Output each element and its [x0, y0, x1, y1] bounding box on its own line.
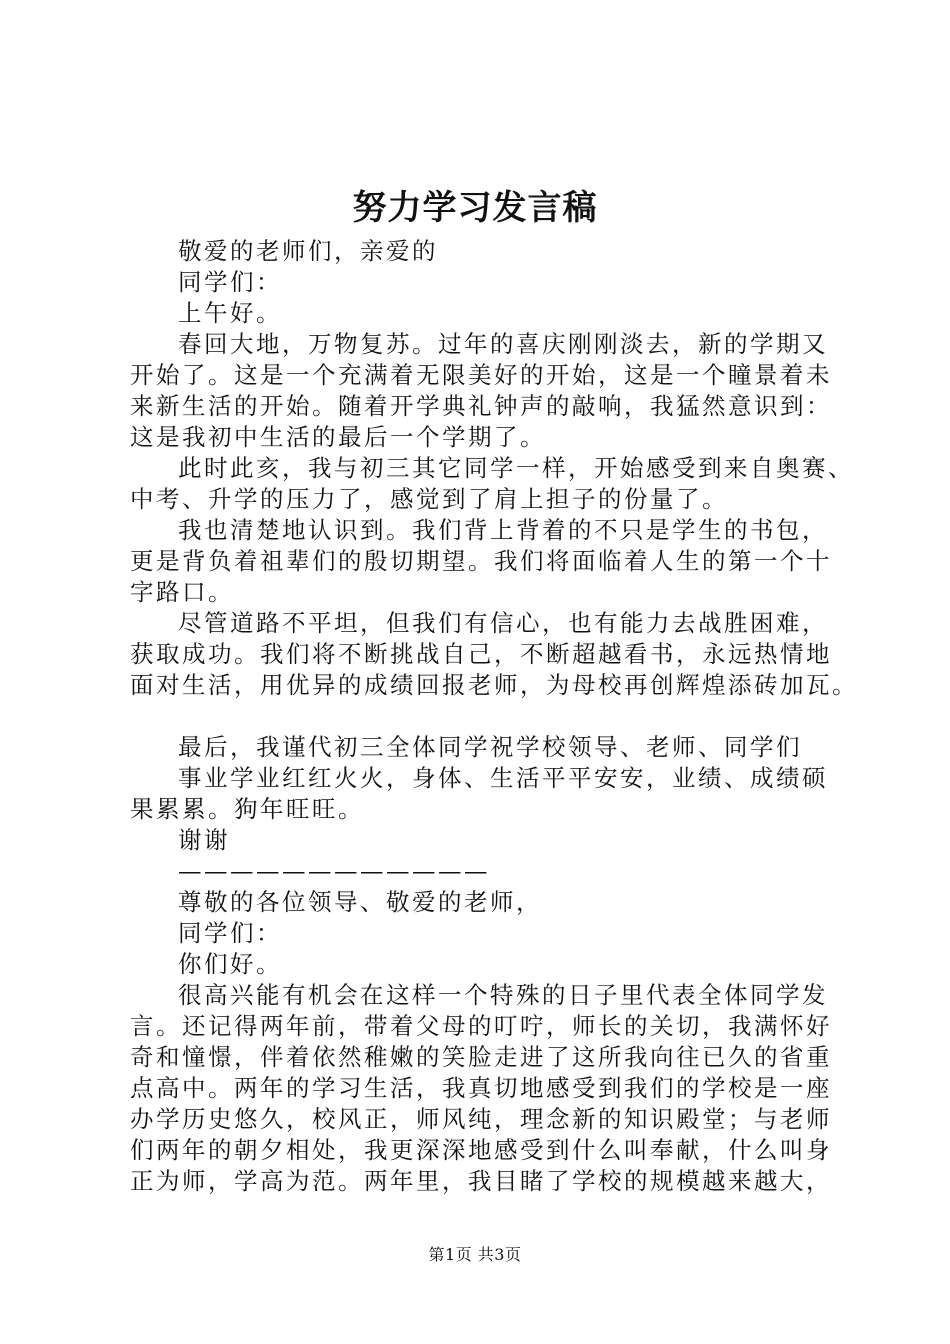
page-title: 努力学习发言稿 [352, 188, 598, 228]
body-line: 同学们： [178, 919, 282, 947]
body-line: 春回大地，万物复苏。过年的喜庆刚刚淡去，新的学期又 [178, 330, 828, 358]
document-body [130, 236, 858, 1197]
body-line: 谢谢 [178, 826, 230, 854]
body-line: 很高兴能有机会在这样一个特殊的日子里代表全体同学发 [178, 981, 828, 1009]
body-line: 上午好。 [178, 299, 282, 327]
body-line: 获取成功。我们将不断挑战自己，不断超越看书，永远热情地 [130, 640, 832, 668]
body-line: 正为师，学高为范。两年里，我目睹了学校的规模越来越大， [130, 1167, 832, 1195]
body-line: 此时此亥，我与初三其它同学一样，开始感受到来自奥赛、 [178, 454, 854, 482]
body-line: 事业学业红红火火，身体、生活平平安安，业绩、成绩硕 [178, 764, 828, 792]
page-footer: 第1页 共3页 [428, 1245, 522, 1264]
body-line: 来新生活的开始。随着开学典礼钟声的敲响，我猛然意识到： [130, 392, 832, 420]
body-line: 办学历史悠久，校风正，师风纯，理念新的知识殿堂；与老师 [130, 1105, 832, 1133]
body-line: 字路口。 [130, 578, 234, 606]
body-line: 点高中。两年的学习生活，我真切地感受到我们的学校是一座 [130, 1074, 832, 1102]
body-line: 我也清楚地认识到。我们背上背着的不只是学生的书包， [178, 516, 828, 544]
body-line: 果累累。狗年旺旺。 [130, 795, 364, 823]
body-line: 更是背负着祖辈们的殷切期望。我们将面临着人生的第一个十 [130, 547, 832, 575]
body-line: ———————————— [178, 857, 490, 885]
body-line: 言。还记得两年前，带着父母的叮咛，师长的关切，我满怀好 [130, 1012, 832, 1040]
body-line: 中考、升学的压力了，感觉到了肩上担子的份量了。 [130, 485, 728, 513]
body-line: 这是我初中生活的最后一个学期了。 [130, 423, 546, 451]
body-line: 开始了。这是一个充满着无限美好的开始，这是一个瞳景着未 [130, 361, 832, 389]
body-line: 你们好。 [178, 950, 282, 978]
body-line: 敬爱的老师们，亲爱的 [178, 237, 438, 265]
body-line: 同学们： [178, 268, 282, 296]
body-line: 尽管道路不平坦，但我们有信心，也有能力去战胜困难， [178, 609, 828, 637]
body-line: 最后，我谨代初三全体同学祝学校领导、老师、同学们 [178, 733, 802, 761]
blank-line [130, 701, 850, 732]
body-line: 们两年的朝夕相处，我更深深地感受到什么叫奉献，什么叫身 [130, 1136, 832, 1164]
body-line: 面对生活，用优异的成绩回报老师，为母校再创辉煌添砖加瓦。 [130, 671, 858, 699]
body-line: 尊敬的各位领导、敬爱的老师， [178, 888, 542, 916]
body-line: 奇和憧憬，伴着依然稚嫩的笑脸走进了这所我向往已久的省重 [130, 1043, 832, 1071]
